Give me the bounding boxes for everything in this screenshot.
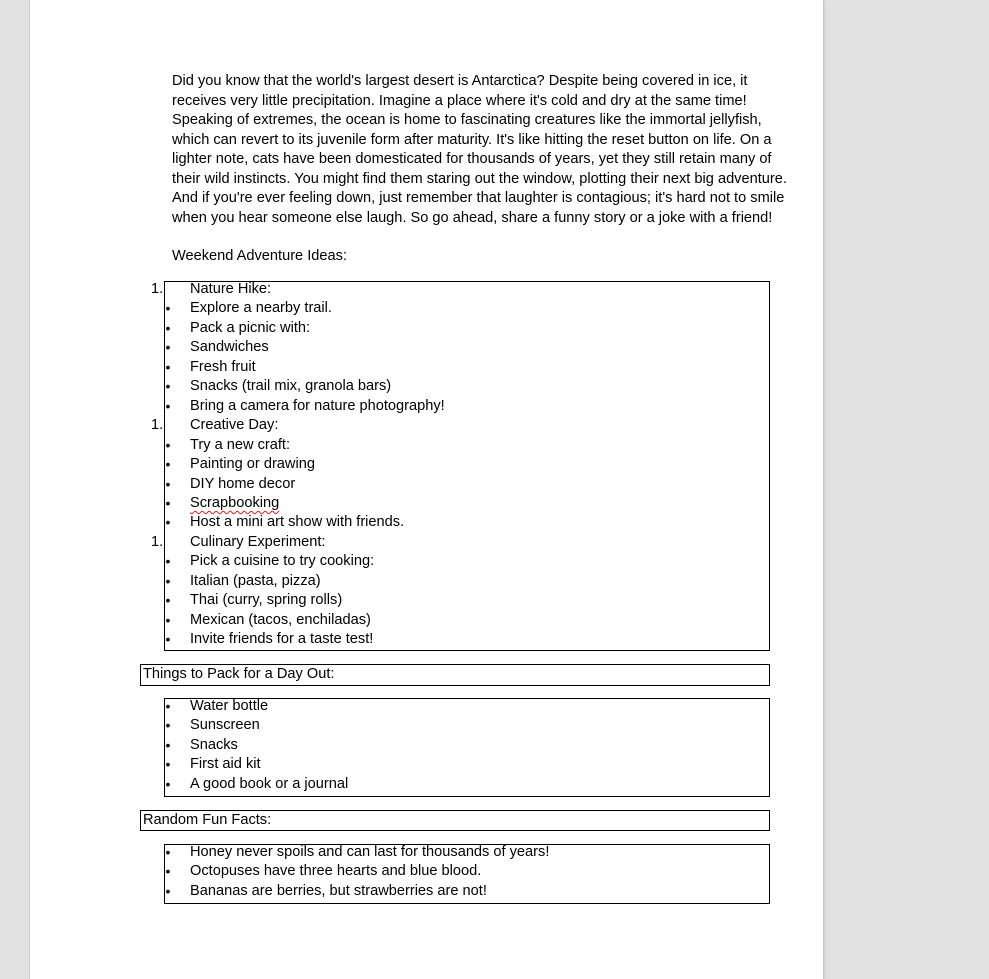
list-item-text: Painting or drawing	[190, 456, 315, 473]
paragraph-line: their wild instincts. You might find them staring out the window, plotting their next big adventure.	[172, 170, 787, 187]
facts-list-box[interactable]	[164, 844, 770, 904]
bullet-marker: •	[165, 882, 171, 899]
bullet-marker: •	[165, 592, 171, 609]
bullet-marker: •	[165, 456, 171, 473]
list-item-text: Octopuses have three hearts and blue blood.	[190, 863, 482, 880]
list-item-text: Fresh fruit	[190, 358, 256, 375]
weekend-heading: Weekend Adventure Ideas:	[172, 248, 347, 264]
list-item-text: Try a new craft:	[190, 436, 291, 453]
pack-heading: Things to Pack for a Day Out:	[143, 666, 335, 682]
facts-heading-box[interactable]	[140, 810, 770, 831]
list-item-text: Bring a camera for nature photography!	[190, 397, 445, 414]
paragraph-line: lighter note, cats have been domesticated for thousands of years, yet they still retain many of	[172, 151, 772, 167]
list-item-text: First aid kit	[190, 756, 261, 773]
spellcheck-flagged-text: Scrapbooking	[190, 494, 280, 511]
list-item-text: Creative Day:	[190, 417, 279, 434]
list-item-text: Water bottle	[190, 698, 269, 714]
paragraph-line: And if you're ever feeling down, just remember that laughter is contagious; it's hard not to smile	[172, 190, 785, 206]
list-item-text: Pick a cuisine to try cooking:	[190, 553, 375, 570]
list-item-text: Bananas are berries, but strawberries are not!	[190, 882, 487, 899]
bullet-marker: •	[165, 339, 171, 356]
paragraph-line: which can revert to its juvenile form after maturity. It's like hitting the reset button on life. On a	[172, 131, 772, 148]
list-item-text: DIY home decor	[190, 475, 296, 492]
paragraph-line: Speaking of extremes, the ocean is home to fascinating creatures like the immortal jellyfish,	[172, 112, 762, 128]
bullet-marker: •	[165, 698, 171, 714]
number-marker: 1.	[151, 417, 164, 434]
number-marker: 1.	[151, 533, 164, 550]
list-item-text: A good book or a journal	[190, 775, 349, 792]
list-item-text: Thai (curry, spring rolls)	[190, 592, 343, 609]
bullet-marker: •	[165, 736, 171, 753]
document-page[interactable]	[29, 0, 824, 979]
paragraph-line: Did you know that the world's largest desert is Antarctica? Despite being covered in ice, it	[172, 73, 748, 89]
paragraph-line: when you hear someone else laugh. So go ahead, share a funny story or a joke with a friend!	[172, 209, 773, 226]
facts-heading: Random Fun Facts:	[143, 812, 272, 828]
bullet-marker: •	[165, 756, 171, 773]
pack-heading-box[interactable]	[140, 664, 770, 686]
intro-paragraph[interactable]	[172, 72, 802, 228]
bullet-marker: •	[165, 358, 171, 375]
list-item-text: Nature Hike:	[190, 281, 272, 297]
bullet-marker: •	[165, 863, 171, 880]
bullet-marker: •	[165, 631, 171, 648]
list-item-text: Culinary Experiment:	[190, 533, 326, 550]
bullet-marker: •	[165, 494, 171, 511]
bullet-marker: •	[165, 717, 171, 734]
bullet-marker: •	[165, 378, 171, 395]
list-item-text: Pack a picnic with:	[190, 319, 311, 336]
list-item-text: Snacks (trail mix, granola bars)	[190, 378, 392, 395]
pack-list-box[interactable]	[164, 698, 770, 797]
bullet-marker: •	[165, 514, 171, 531]
bullet-marker: •	[165, 436, 171, 453]
bullet-marker: •	[165, 300, 171, 317]
list-item-text: Honey never spoils and can last for thousands of years!	[190, 844, 550, 860]
list-item-text: Sunscreen	[190, 717, 260, 734]
bullet-marker: •	[165, 572, 171, 589]
weekend-list-box[interactable]	[151, 281, 770, 651]
bullet-marker: •	[165, 775, 171, 792]
bullet-marker: •	[165, 319, 171, 336]
bullet-marker: •	[165, 553, 171, 570]
list-item-text: Snacks	[190, 736, 238, 753]
paragraph-line: receives very little precipitation. Imagine a place where it's cold and dry at the same time!	[172, 92, 747, 109]
bullet-marker: •	[165, 611, 171, 628]
bullet-marker: •	[165, 475, 171, 492]
list-item-text: Host a mini art show with friends.	[190, 514, 405, 531]
list-item-text: Mexican (tacos, enchiladas)	[190, 611, 371, 628]
number-marker: 1.	[151, 281, 164, 297]
bullet-marker: •	[165, 397, 171, 414]
list-item-text: Invite friends for a taste test!	[190, 631, 374, 648]
list-item-text: Explore a nearby trail.	[190, 300, 332, 317]
bullet-marker: •	[165, 844, 171, 860]
list-item-text: Italian (pasta, pizza)	[190, 572, 321, 589]
list-item-text: Sandwiches	[190, 339, 269, 356]
